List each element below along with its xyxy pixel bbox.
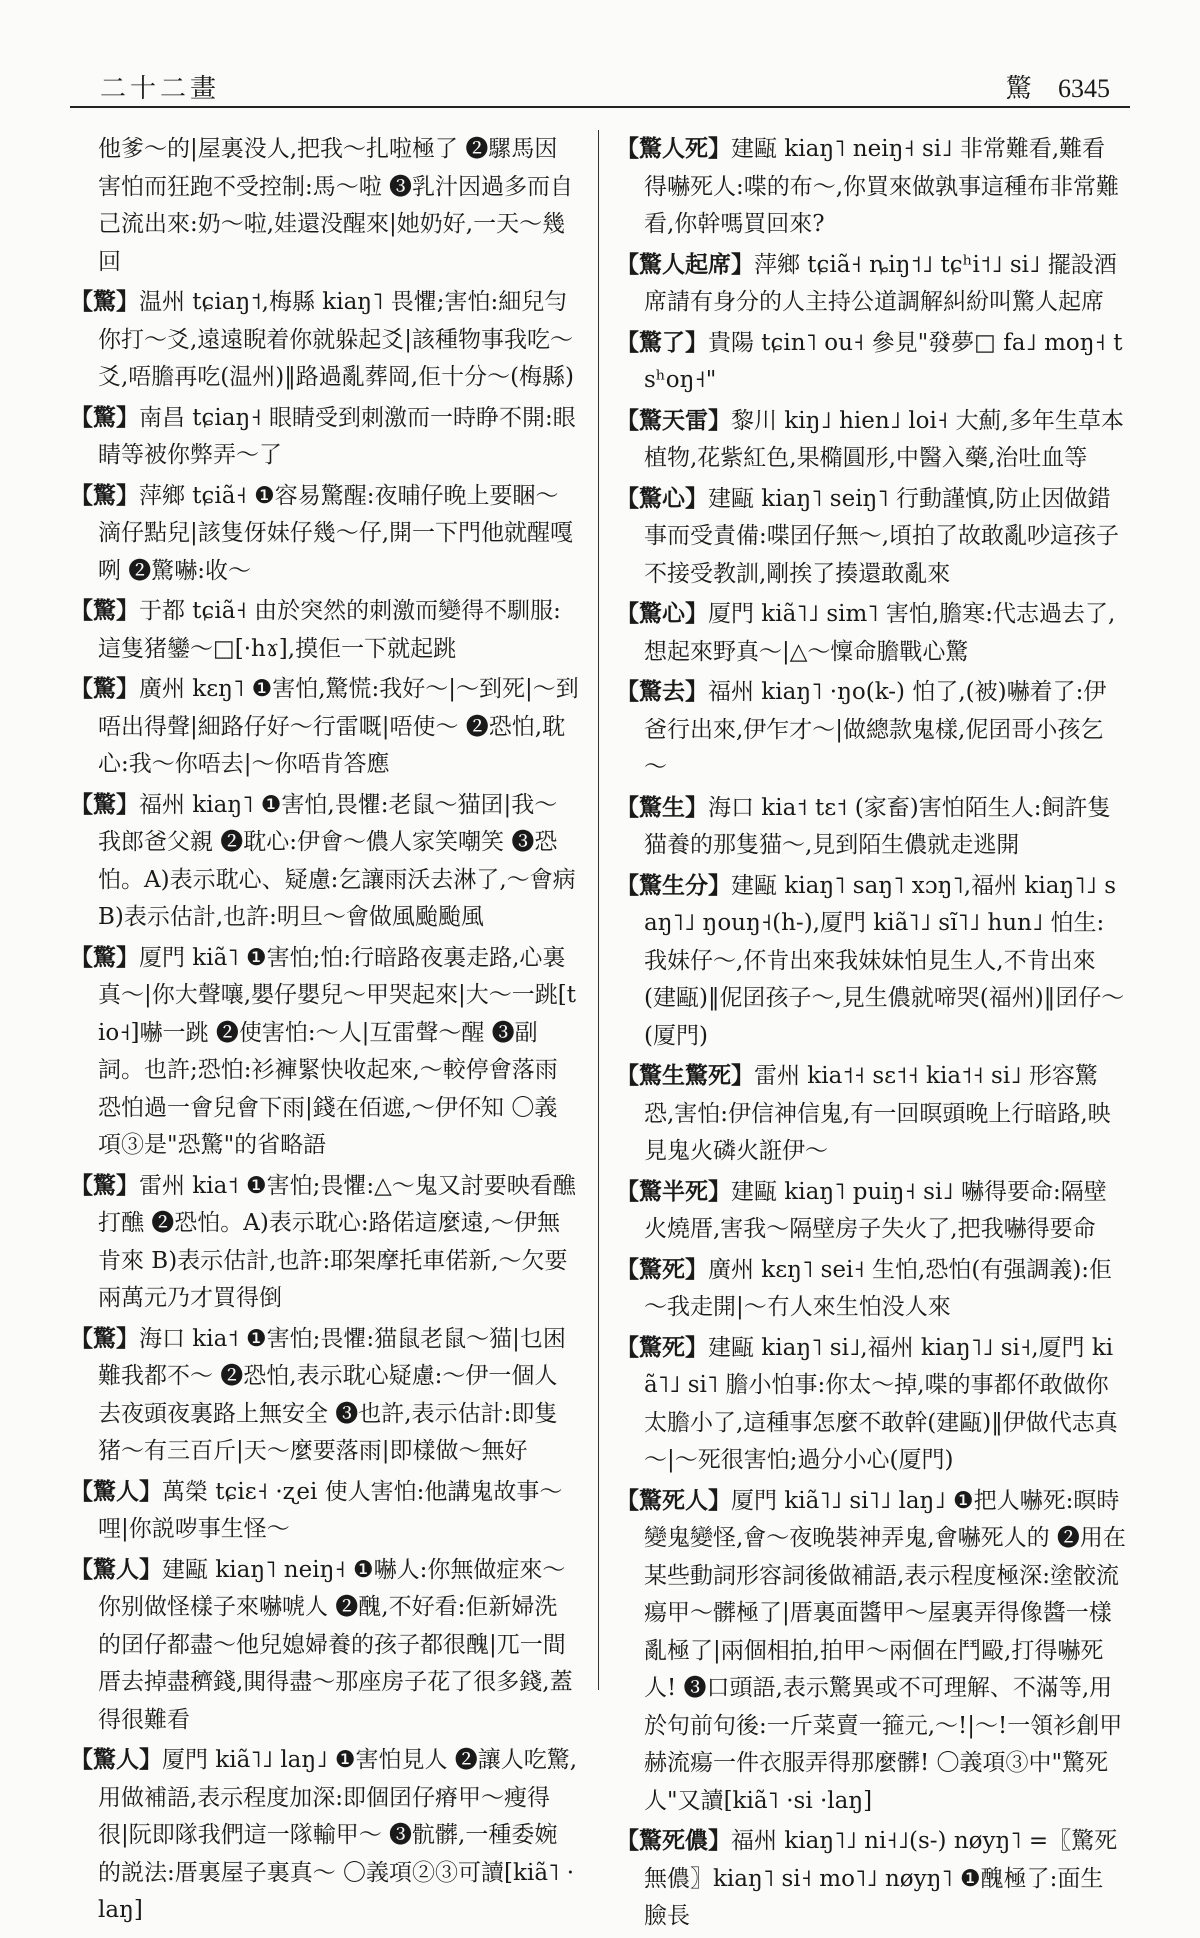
entry-headword: 【驚】 xyxy=(70,790,139,818)
dictionary-entry xyxy=(616,1251,1126,1327)
dictionary-entry xyxy=(70,1741,580,1930)
entry-text: 萍鄉 tɕiã˧ ❶容易驚醒:夜晡仔晚上要睏～滴仔點兒|該隻伢妹仔幾～仔,開一下門他就醒嘎咧 ❷驚嚇:收～ xyxy=(98,482,574,584)
entry-headword: 【驚人】 xyxy=(70,1477,162,1505)
entry-headword: 【驚】 xyxy=(70,1171,139,1199)
entry-text: 福州 kiaŋ˥˩ ni˧˩(s-) nøyŋ˥ =〖驚死無儂〗kiaŋ˥ si˧ mo˥˩ nøyŋ˥ ❶醜極了:面生臉長 xyxy=(644,1828,1118,1929)
entry-text: 厦門 kiã˥˩ laŋ˩ ❶害怕見人 ❷讓人吃驚,用做補語,表示程度加深:即個囝仔瘠甲～瘦得很|阮即隊我們這一隊輸甲～ ❸骯髒,一種委婉的説法:厝裏屋子裏真～ 〇義項②③可讀[kiã˥ ·laŋ] xyxy=(98,1747,578,1923)
entry-text: 温州 tɕiaŋ˦,梅縣 kiaŋ˥ 畏懼;害怕:細兒勻你打～爻,遠遠睨着你就躲起爻|該種物事我吃～爻,唔膽再吃(温州)‖路過亂葬岡,佢十分～(梅縣) xyxy=(98,289,575,390)
entry-headword: 【驚人】 xyxy=(70,1555,162,1583)
entry-text: 建甌 kiaŋ˥ neiŋ˧ ❶嚇人:你無做症來～你别做怪樣子來嚇唬人 ❷醜,不好看:佢新婦洗的囝仔都盡～他兒媳婦養的孩子都很醜|兀一間厝去掉盡穧錢,閧得盡～那座房子花了很多錢,蓋得很難看 xyxy=(98,1556,573,1733)
entry-headword: 【驚】 xyxy=(70,597,139,624)
dictionary-entry xyxy=(70,670,580,784)
entry-text: 雷州 kia˦ ❶害怕;畏懼:△～鬼又討要映看醮打醮 ❷恐怕。A)表示耽心:路偌這麼遠,～伊無肯來 B)表示估計,也許:耶架摩托車偌新,～欠要兩萬元乃才買得倒 xyxy=(98,1172,576,1311)
entry-text: 建甌 kiaŋ˥ saŋ˥ xɔŋ˥,福州 kiaŋ˥˩ saŋ˥˩ ŋouŋ˧(h-),厦門 kiã˥˩ sĩ˥˩ hun˩ 怕生:我妹仔～,伓肯出來我妹妹怕見生人,不肯出來(建甌)‖伲囝孩子～,見生儂就啼哭(福州)‖囝仔～(厦門) xyxy=(644,872,1125,1049)
page-number: 6345 xyxy=(1058,74,1110,103)
entry-headword: 【驚人死】 xyxy=(616,135,731,162)
dictionary-entry xyxy=(616,1822,1126,1936)
entry-text: 雷州 kia˦˧ sɛ˦˧ kia˦˧ si˩ 形容驚恐,害怕:伊信神信鬼,有一回暝頭晚上行暗路,映見鬼火磷火誑伊～ xyxy=(644,1063,1111,1164)
entry-text: 于都 tɕiã˧ 由於突然的刺激而變得不馴服:這隻猪鑾～□[·hɤ],摸佢一下就起跳 xyxy=(98,598,561,662)
entry-headword: 【驚】 xyxy=(70,675,139,702)
entry-text: 廣州 kɛŋ˥ sei˧ 生怕,恐怕(有强調義):佢～我走開|～冇人來生怕没人來 xyxy=(644,1256,1113,1320)
dictionary-entry xyxy=(616,1482,1126,1821)
dictionary-entry xyxy=(616,1057,1126,1171)
entry-headword: 【驚死人】 xyxy=(616,1486,731,1514)
entry-headword: 【驚】 xyxy=(70,1324,139,1352)
entry-text: 廣州 kɛŋ˥ ❶害怕,驚慌:我好～|～到死|～到唔出得聲|細路仔好～行雷嘅|唔使～ ❷恐怕,耽心:我～你唔去|～你唔肯答應 xyxy=(98,676,579,777)
entry-text: 福州 kiaŋ˥ ❶害怕,畏懼:老鼠～猫囝|我～我郎爸父親 ❷耽心:伊會～儂人家笑嘲笑 ❸恐怕。A)表示耽心、疑慮:乞讓雨沃去淋了,～會病 B)表示估計,也許:明旦～會做風颱颱風 xyxy=(98,791,576,930)
entry-headword: 【驚人起席】 xyxy=(616,250,754,278)
dictionary-entry xyxy=(70,399,580,475)
entry-headword: 【驚】 xyxy=(70,481,139,509)
dictionary-entry xyxy=(70,283,580,397)
entry-headword: 【驚死】 xyxy=(616,1333,708,1361)
dictionary-entry xyxy=(616,130,1126,244)
entry-headword: 【驚去】 xyxy=(616,678,708,705)
entry-text: 南昌 tɕiaŋ˧ 眼睛受到刺激而一時睁不開:眼睛等被你弊弄～了 xyxy=(98,404,576,468)
dictionary-entry xyxy=(616,246,1126,322)
entry-headword: 【驚死】 xyxy=(616,1255,708,1283)
entry-headword: 【驚天雷】 xyxy=(616,406,731,434)
dictionary-entry xyxy=(616,1329,1126,1480)
entry-headword: 【驚】 xyxy=(70,288,139,315)
entry-headword: 【驚人】 xyxy=(70,1746,162,1773)
dictionary-entry xyxy=(616,402,1126,478)
dictionary-entry xyxy=(616,789,1126,865)
entry-headword: 【驚了】 xyxy=(616,328,708,356)
entry-headword: 【驚生驚死】 xyxy=(616,1062,754,1089)
entry-text: 萬榮 tɕiɛ˧ ·ʐei 使人害怕:他講鬼故事～哩|你説哕事生怪～ xyxy=(98,1478,563,1542)
entry-headword: 【驚心】 xyxy=(616,484,708,512)
entry-text: 黎川 kiŋ˩ hien˩ loi˧ 大薊,多年生草本植物,花紫紅色,果橢圓形,中醫入藥,治吐血等 xyxy=(644,407,1124,471)
dictionary-entry xyxy=(70,477,580,591)
entry-headword: 【驚心】 xyxy=(616,600,708,627)
entry-headword: 【驚生】 xyxy=(616,793,708,821)
entry-text: 建甌 kiaŋ˥ puiŋ˧ si˩ 嚇得要命:隔壁火燒厝,害我～隔壁房子失火了,把我嚇得要命 xyxy=(644,1178,1107,1242)
entry-headword: 【驚死儂】 xyxy=(616,1827,731,1854)
entry-text: 福州 kiaŋ˥ ·ŋo(k-) 怕了,(被)嚇着了:伊爸行出來,伊乍才～|做總款鬼樣,伲囝哥小孩乞～ xyxy=(644,679,1107,780)
right-column xyxy=(616,130,1126,1938)
dictionary-entry xyxy=(70,592,580,668)
header-character: 驚 xyxy=(1005,74,1032,104)
entry-text: 他爹～的|屋裏没人,把我～扎啦極了 ❷騾馬因害怕而狂跑不受控制:馬～啦 ❸乳汁因過多而自己流出來:奶～啦,娃還没醒來|她奶好,一天～幾回 xyxy=(98,136,574,275)
entry-text: 貴陽 tɕin˥ ou˧ 參見"發夢□ fa˩ moŋ˧ tsʰoŋ˧" xyxy=(644,329,1123,393)
dictionary-entry xyxy=(616,324,1126,400)
dictionary-entry xyxy=(70,786,580,937)
dictionary-entry xyxy=(70,1551,580,1740)
dictionary-entry xyxy=(616,1173,1126,1249)
dictionary-entry xyxy=(70,1473,580,1549)
entry-text: 海口 kia˦ tɛ˦ (家畜)害怕陌生人:飼許隻猫養的那隻猫～,見到陌生儂就走逃開 xyxy=(644,794,1111,858)
section-title: 二十二畫 xyxy=(100,74,221,104)
entry-text: 厦門 kiã˥˩ si˥˩ laŋ˩ ❶把人嚇死:暝時變鬼變怪,會～夜晚裝神弄鬼,會嚇死人的 ❷用在某些動詞形容詞後做補語,表示程度極深:塗骹流瘍甲～髒極了|厝裏面醬甲～屋裏弄得像醬一樣亂極了|兩個相拍,拍甲～兩個在鬥毆,打得嚇死人! ❸口頭語,表示驚異或不可理解、不滿等,用於句前句後:一斤菜賣一箍元,～!|～!一領衫創甲赫流瘍一件衣服弄得那麼髒! 〇義項③中"驚死人"又讀[kiã˥ ·si ·laŋ] xyxy=(644,1487,1126,1814)
dictionary-entry xyxy=(616,480,1126,594)
header-rule xyxy=(70,106,1130,108)
dictionary-entry xyxy=(616,867,1126,1056)
entry-headword: 【驚生分】 xyxy=(616,871,731,899)
entry-text: 建甌 kiaŋ˥ neiŋ˧ si˩ 非常難看,難看得嚇死人:喋的布～,你買來做孰事這種布非常難看,你幹嗎買回來? xyxy=(644,136,1120,237)
entry-text: 厦門 kiã˥˩ sim˥ 害怕,膽寒:代志過去了,想起來野真～|△～懍命膽戰心驚 xyxy=(644,601,1116,665)
entry-text: 萍鄉 tɕiã˧ ȵiŋ˦˩ tɕʰi˦˩ si˩ 擺設酒席請有身分的人主持公道調解糾紛叫驚人起席 xyxy=(644,251,1117,315)
entry-text: 建甌 kiaŋ˥ seiŋ˥ 行動謹慎,防止因做錯事而受責備:喋囝仔無～,頃拍了故敢亂吵這孩子不接受教訓,剛挨了揍還敢亂來 xyxy=(644,485,1120,587)
dictionary-entry xyxy=(70,1167,580,1318)
dictionary-entry xyxy=(70,939,580,1165)
page-heading xyxy=(1006,68,1110,105)
entry-headword: 【驚】 xyxy=(70,943,139,971)
column-divider xyxy=(598,130,599,1690)
entry-text: 厦門 kiã˥ ❶害怕;怕:行暗路夜裏走路,心裏真～|你大聲嚷,嬰仔嬰兒～甲哭起來|大～一跳[tio˧]嚇一跳 ❷使害怕:～人|互雷聲～醒 ❸副詞。也許;恐怕:衫褲緊快收起來,～較停會落雨恐怕過一會兒會下雨|錢在佰遮,～伊伓知 〇義項③是"恐驚"的省略語 xyxy=(98,944,577,1158)
dictionary-entry xyxy=(616,595,1126,671)
dictionary-entry xyxy=(70,130,580,281)
left-column xyxy=(70,130,580,1932)
entry-headword: 【驚半死】 xyxy=(616,1177,731,1205)
page-header xyxy=(70,62,1130,102)
dictionary-entry xyxy=(70,1320,580,1471)
dictionary-entry xyxy=(616,673,1126,787)
entry-headword: 【驚】 xyxy=(70,403,139,431)
entry-text: 海口 kia˦ ❶害怕;畏懼:猫鼠老鼠～猫|乜困難我都不～ ❷恐怕,表示耽心疑慮:～伊一個人去夜頭夜裏路上無安全 ❸也許,表示估計:即隻猪～有三百斤|天～麼要落雨|即樣做～無好 xyxy=(98,1325,566,1464)
entry-text: 建甌 kiaŋ˥ si˩,福州 kiaŋ˥˩ si˧,厦門 kiã˥˩ si˥ 膽小怕事:你太～掉,喋的事都伓敢做你太膽小了,這種事怎麼不敢幹(建甌)‖伊做代志真～|～死很害怕;過分小心(厦門) xyxy=(644,1334,1118,1473)
